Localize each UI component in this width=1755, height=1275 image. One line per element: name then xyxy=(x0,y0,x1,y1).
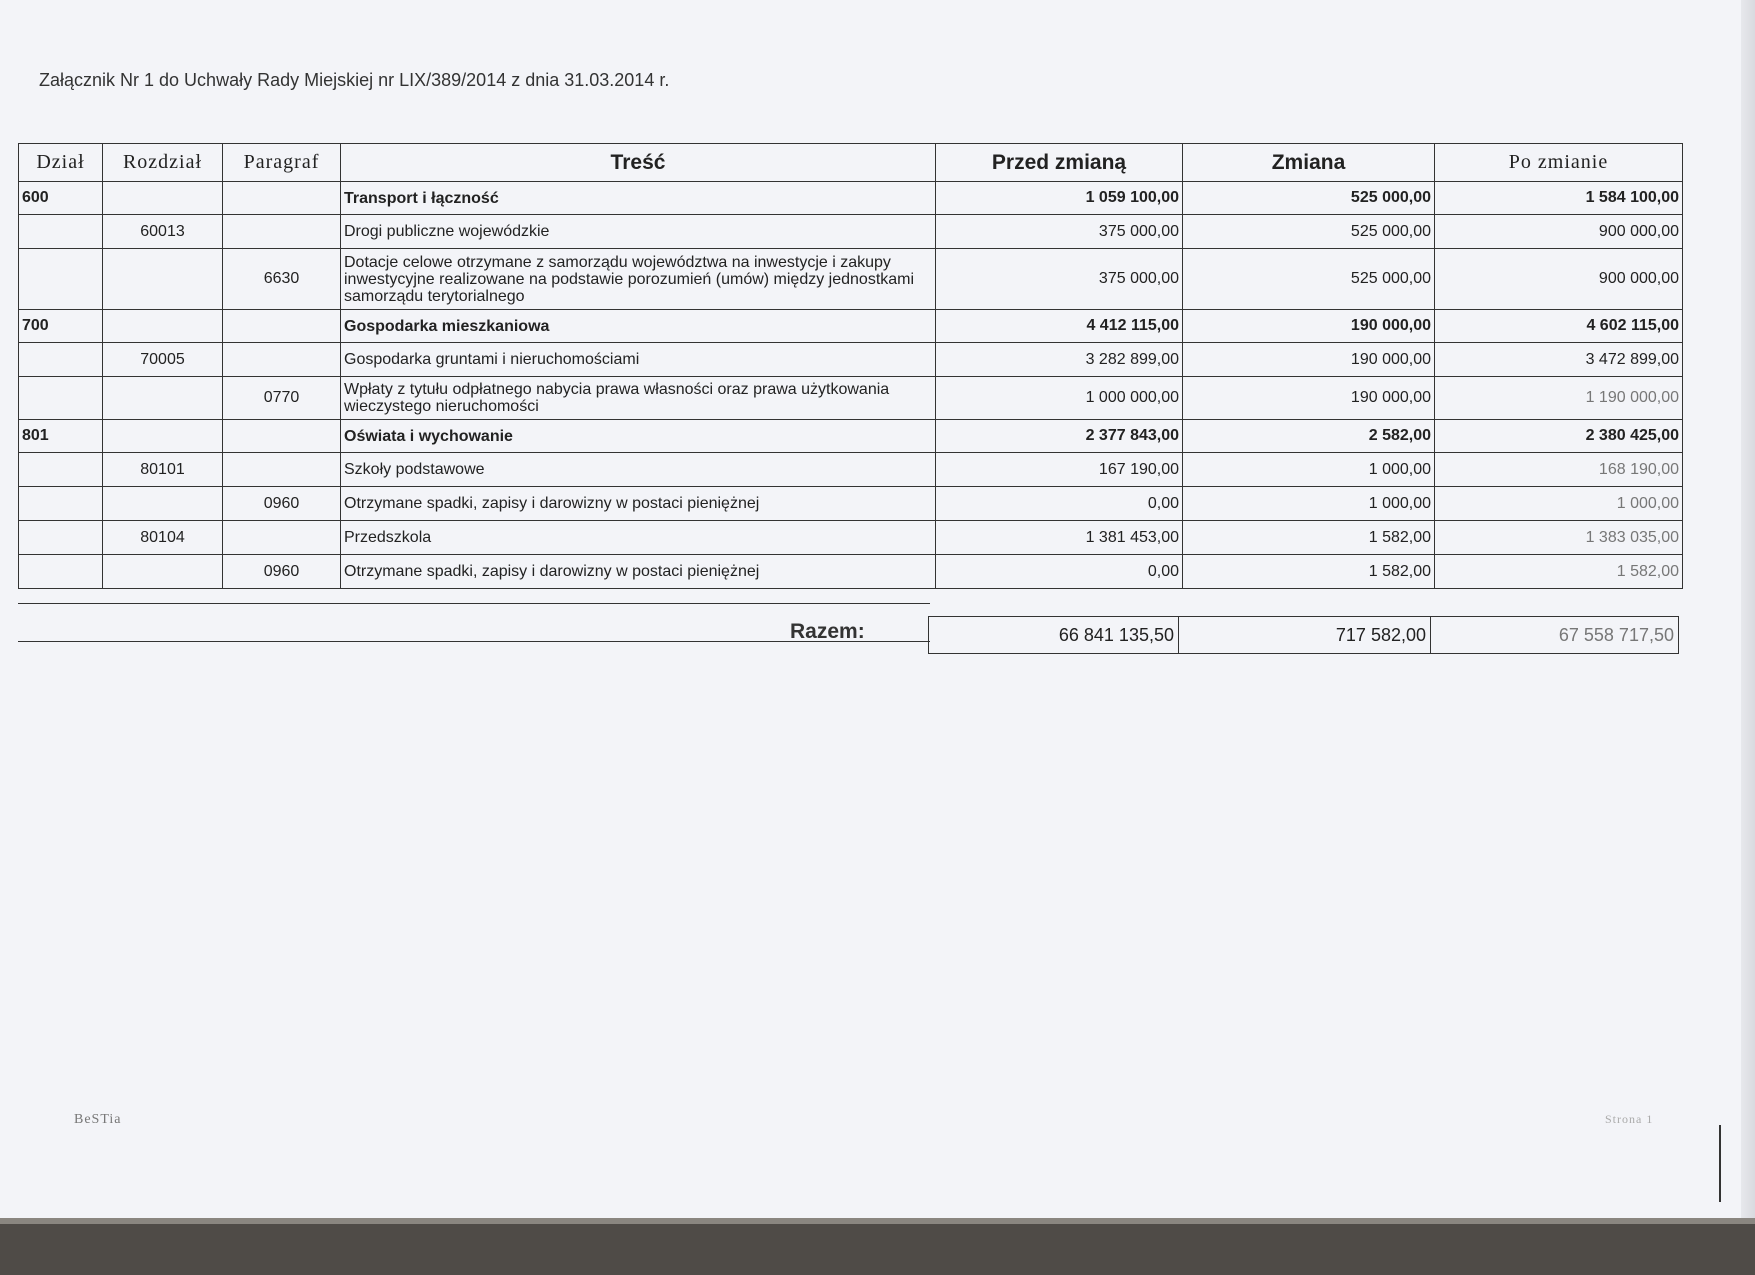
cell-zmiana: 525 000,00 xyxy=(1183,215,1435,249)
cell-zmiana: 2 582,00 xyxy=(1183,420,1435,453)
cell-dzial xyxy=(19,487,103,521)
cell-przed: 3 282 899,00 xyxy=(936,343,1183,377)
total-zmiana: 717 582,00 xyxy=(1179,617,1431,654)
cell-po: 1 000,00 xyxy=(1435,487,1683,521)
cell-przed: 375 000,00 xyxy=(936,215,1183,249)
cell-rozdzial: 80104 xyxy=(103,521,223,555)
cell-zmiana: 1 000,00 xyxy=(1183,487,1435,521)
cell-przed: 2 377 843,00 xyxy=(936,420,1183,453)
cell-po: 1 383 035,00 xyxy=(1435,521,1683,555)
table-row-dzial-600 xyxy=(19,182,1683,215)
cell-przed: 0,00 xyxy=(936,487,1183,521)
table-row-rozdzial-60013 xyxy=(19,215,1683,249)
cell-rozdzial xyxy=(103,487,223,521)
cell-paragraf xyxy=(223,182,341,215)
cell-paragraf xyxy=(223,420,341,453)
cell-tresc: Otrzymane spadki, zapisy i darowizny w postaci pieniężnej xyxy=(341,487,936,521)
cell-rozdzial xyxy=(103,420,223,453)
cell-tresc: Drogi publiczne wojewódzkie xyxy=(341,215,936,249)
cell-po: 3 472 899,00 xyxy=(1435,343,1683,377)
cell-tresc: Gospodarka mieszkaniowa xyxy=(341,310,936,343)
cell-dzial xyxy=(19,215,103,249)
cell-tresc: Gospodarka gruntami i nieruchomościami xyxy=(341,343,936,377)
cell-po: 1 190 000,00 xyxy=(1435,377,1683,420)
cell-zmiana: 1 582,00 xyxy=(1183,521,1435,555)
table-row-rozdzial-80101 xyxy=(19,453,1683,487)
cell-tresc: Szkoły podstawowe xyxy=(341,453,936,487)
cell-przed: 0,00 xyxy=(936,555,1183,589)
cell-rozdzial: 70005 xyxy=(103,343,223,377)
cell-po: 900 000,00 xyxy=(1435,215,1683,249)
table-header-row xyxy=(19,144,1683,182)
cell-przed: 1 000 000,00 xyxy=(936,377,1183,420)
total-label: Razem: xyxy=(790,620,865,643)
cell-przed: 1 381 453,00 xyxy=(936,521,1183,555)
cell-paragraf: 0960 xyxy=(223,555,341,589)
header-tresc: Treść xyxy=(341,144,936,182)
cell-paragraf xyxy=(223,343,341,377)
table-row-rozdzial-80104 xyxy=(19,521,1683,555)
table-row-paragraf-0960-b xyxy=(19,555,1683,589)
cell-tresc: Transport i łączność xyxy=(341,182,936,215)
cell-rozdzial: 80101 xyxy=(103,453,223,487)
cell-paragraf xyxy=(223,215,341,249)
footer-software-label: BeSTia xyxy=(74,1112,122,1127)
cell-zmiana: 525 000,00 xyxy=(1183,249,1435,310)
cell-tresc: Wpłaty z tytułu odpłatnego nabycia prawa własności oraz prawa użytkowania wieczystego nieruchomości xyxy=(341,377,936,420)
table-row-dzial-801 xyxy=(19,420,1683,453)
budget-table xyxy=(18,143,1683,589)
cell-po: 168 190,00 xyxy=(1435,453,1683,487)
cell-dzial xyxy=(19,521,103,555)
cell-dzial xyxy=(19,377,103,420)
table-row-dzial-700 xyxy=(19,310,1683,343)
cell-po: 2 380 425,00 xyxy=(1435,420,1683,453)
cell-rozdzial xyxy=(103,377,223,420)
document-caption: Załącznik Nr 1 do Uchwały Rady Miejskiej nr LIX/389/2014 z dnia 31.03.2014 r. xyxy=(39,70,670,90)
cell-paragraf: 0960 xyxy=(223,487,341,521)
cell-dzial xyxy=(19,343,103,377)
cell-przed: 1 059 100,00 xyxy=(936,182,1183,215)
cell-paragraf xyxy=(223,310,341,343)
cell-rozdzial xyxy=(103,249,223,310)
cell-rozdzial xyxy=(103,310,223,343)
header-paragraf: Paragraf xyxy=(223,144,341,182)
cell-rozdzial xyxy=(103,182,223,215)
cell-przed: 375 000,00 xyxy=(936,249,1183,310)
scan-background xyxy=(0,1218,1755,1275)
cell-po: 1 584 100,00 xyxy=(1435,182,1683,215)
cell-zmiana: 190 000,00 xyxy=(1183,310,1435,343)
cell-zmiana: 525 000,00 xyxy=(1183,182,1435,215)
header-dzial: Dział xyxy=(19,144,103,182)
table-row-paragraf-0770 xyxy=(19,377,1683,420)
cell-po: 4 602 115,00 xyxy=(1435,310,1683,343)
scan-edge xyxy=(1741,0,1755,1218)
table-row-paragraf-6630 xyxy=(19,249,1683,310)
cell-tresc: Oświata i wychowanie xyxy=(341,420,936,453)
total-przed: 66 841 135,50 xyxy=(929,617,1179,654)
cell-dzial: 600 xyxy=(19,182,103,215)
table-row-rozdzial-70005 xyxy=(19,343,1683,377)
header-po-zmianie: Po zmianie xyxy=(1435,144,1683,182)
cell-dzial xyxy=(19,453,103,487)
cell-rozdzial xyxy=(103,555,223,589)
cell-paragraf xyxy=(223,453,341,487)
cell-po: 900 000,00 xyxy=(1435,249,1683,310)
total-row xyxy=(929,617,1679,654)
header-zmiana: Zmiana xyxy=(1183,144,1435,182)
cell-paragraf: 6630 xyxy=(223,249,341,310)
total-rule-top xyxy=(18,603,930,604)
cell-dzial: 700 xyxy=(19,310,103,343)
cell-tresc: Przedszkola xyxy=(341,521,936,555)
cell-dzial xyxy=(19,249,103,310)
cell-paragraf: 0770 xyxy=(223,377,341,420)
cell-tresc: Otrzymane spadki, zapisy i darowizny w postaci pieniężnej xyxy=(341,555,936,589)
cell-przed: 167 190,00 xyxy=(936,453,1183,487)
cell-zmiana: 1 582,00 xyxy=(1183,555,1435,589)
cell-zmiana: 1 000,00 xyxy=(1183,453,1435,487)
cell-przed: 4 412 115,00 xyxy=(936,310,1183,343)
header-rozdzial: Rozdział xyxy=(103,144,223,182)
cell-dzial xyxy=(19,555,103,589)
cell-rozdzial: 60013 xyxy=(103,215,223,249)
cell-zmiana: 190 000,00 xyxy=(1183,343,1435,377)
cell-zmiana: 190 000,00 xyxy=(1183,377,1435,420)
header-przed-zmiana: Przed zmianą xyxy=(936,144,1183,182)
cell-tresc: Dotacje celowe otrzymane z samorządu województwa na inwestycje i zakupy inwestycyjne realizowane na podstawie porozumień (umów) między jednostkami samorządu terytorialnego xyxy=(341,249,936,310)
cell-dzial: 801 xyxy=(19,420,103,453)
total-po: 67 558 717,50 xyxy=(1431,617,1679,654)
total-table xyxy=(928,616,1679,654)
footer-page-label: Strona 1 xyxy=(1605,1112,1654,1126)
margin-mark xyxy=(1719,1125,1721,1202)
cell-paragraf xyxy=(223,521,341,555)
cell-po: 1 582,00 xyxy=(1435,555,1683,589)
table-row-paragraf-0960 xyxy=(19,487,1683,521)
